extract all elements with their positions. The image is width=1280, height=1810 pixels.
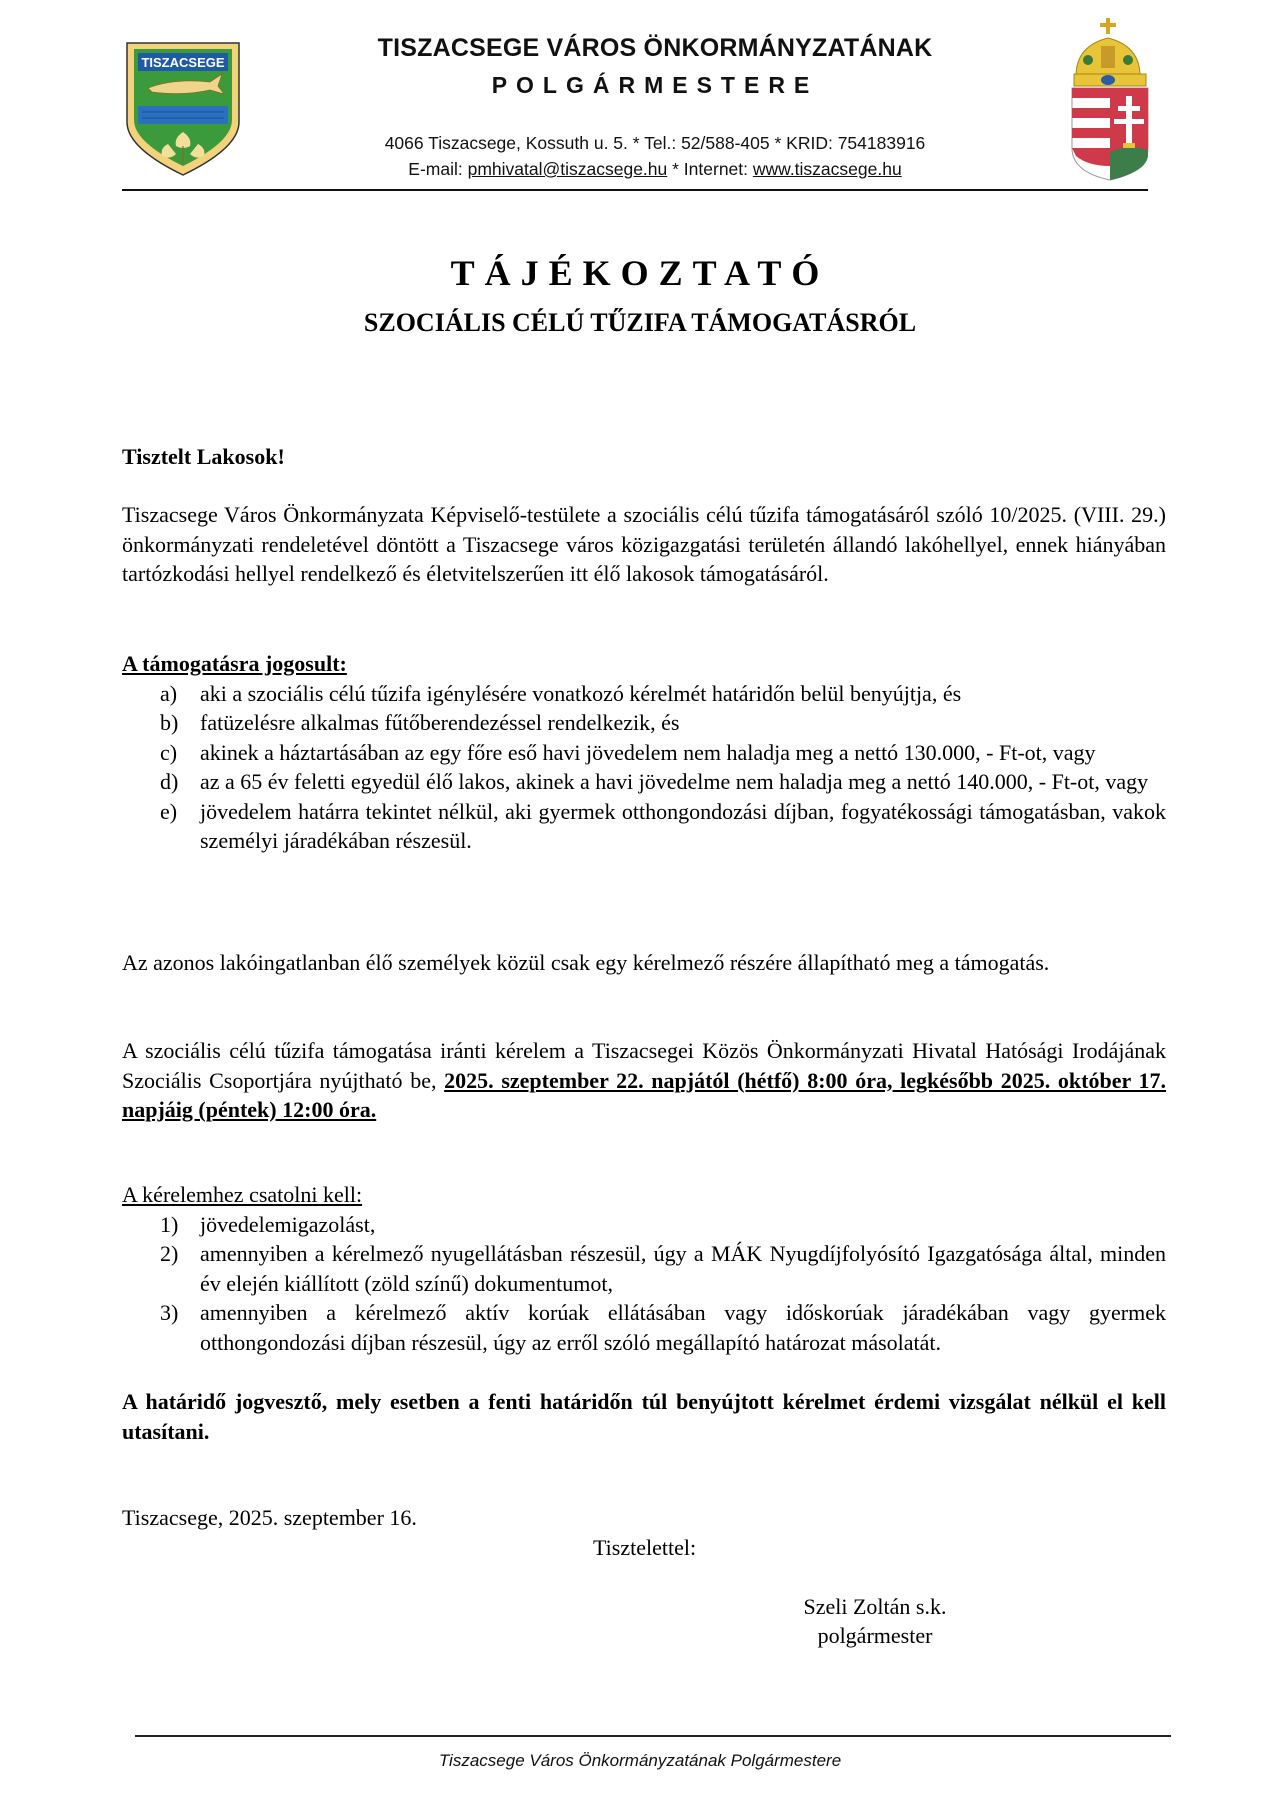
website-link[interactable]: www.tiszacsege.hu: [752, 159, 902, 179]
footer-text: Tiszacsege Város Önkormányzatának Polgármestere: [438, 1751, 842, 1770]
list-marker: 3): [160, 1300, 179, 1325]
attachments-section: [122, 1180, 1166, 1357]
list-item-text: az a 65 év feletti egyedül élő lakos, akinek a havi jövedelme nem haladja meg a nettó 140.000, - Ft-ot, vagy: [200, 769, 1149, 794]
list-item-text: jövedelem határra tekintet nélkül, aki gyermek otthongondozási díjban, fogyatékossági támogatásban, vakok személyi járadékában részesül.: [200, 798, 1166, 853]
header-divider: [122, 189, 1148, 191]
email-link[interactable]: pmhivatal@tiszacsege.hu: [467, 159, 668, 179]
logo-banner-text: TISZACSEGE: [141, 55, 225, 70]
header-address: 4066 Tiszacsege, Kossuth u. 5. * Tel.: 52/588-405 * KRID: 754183916: [384, 133, 926, 153]
submission-deadline: 2025. szeptember 22. napjától (hétfő) 8:00 óra, legkésőbb 2025. október 17. napjáig (péntek) 12:00 óra.: [122, 1067, 1166, 1122]
document-subtitle: SZOCIÁLIS CÉLÚ TŰZIFA TÁMOGATÁSRÓL: [363, 308, 917, 337]
list-item-text: amennyiben a kérelmező nyugellátásban részesül, úgy a MÁK Nyugdíjfolyósító Igazgatósága által, minden év elején kiállított (zöld színű) dokumentumot,: [200, 1241, 1166, 1296]
list-marker: e): [160, 798, 178, 824]
email-label: E-mail:: [408, 159, 468, 179]
same-property-paragraph: [122, 948, 1166, 978]
list-item-text: aki a szociális célú tűzifa igénylésére vonatkozó kérelmét határidőn belül benyújtja, és: [200, 680, 962, 706]
deadline-warning: [122, 1387, 1166, 1446]
footer-divider: [135, 1735, 1171, 1737]
list-item: [122, 738, 1166, 768]
greeting: Tisztelt Lakosok!: [122, 444, 285, 469]
attachments-heading: A kérelemhez csatolni kell:: [122, 1182, 363, 1207]
list-item-text: jövedelemigazolást,: [200, 1211, 376, 1237]
document-title: TÁJÉKOZTATÓ: [450, 253, 830, 293]
hungarian-coat-of-arms-icon: [1068, 16, 1152, 182]
submission-paragraph: [122, 1036, 1166, 1125]
list-item-text: amennyiben a kérelmező aktív korúak ellátásában vagy időskorúak járadékában vagy gyermek otthongondozási díjban részesül, úgy az erről szóló megállapító határozat másolatát.: [200, 1300, 1166, 1355]
deadline-warning-text: A határidő jogvesztő, mely esetben a fenti határidőn túl benyújtott kérelmet érdemi vizsgálat nélkül el kell utasítani.: [122, 1389, 1166, 1444]
list-marker: 2): [160, 1241, 179, 1266]
list-marker: c): [160, 739, 178, 765]
tiszacsege-coat-of-arms-icon: [124, 40, 242, 178]
list-item: [122, 797, 1166, 856]
eligibility-list: [122, 679, 1166, 856]
list-marker: d): [160, 769, 179, 794]
list-item: [122, 1239, 1166, 1298]
header-title: TISZACSEGE VÁROS ÖNKORMÁNYZATÁNAK: [377, 34, 933, 62]
submission-text: A szociális célú tűzifa támogatása iránti kérelem a Tiszacsegei Közös Önkormányzati Hivatal Hatósági Irodájának Szociális Csoportjára nyújtható be,: [122, 1038, 1166, 1093]
list-item: [122, 1298, 1166, 1357]
same-property-text: Az azonos lakóingatlanban élő személyek közül csak egy kérelmező részére állapítható meg a támogatás.: [122, 950, 1050, 975]
internet-label: * Internet:: [667, 159, 753, 179]
list-marker: 1): [160, 1211, 179, 1237]
list-marker: a): [160, 680, 178, 706]
place-date: Tiszacsege, 2025. szeptember 16.: [122, 1505, 417, 1530]
list-item: [122, 708, 1166, 738]
closing-regards: Tisztelettel:: [593, 1535, 697, 1560]
list-item: [122, 767, 1166, 797]
list-item-text: fatüzelésre alkalmas fűtőberendezéssel rendelkezik, és: [200, 710, 680, 735]
list-item-text: akinek a háztartásában az egy főre eső havi jövedelem nem haladja meg a nettó 130.000, - Ft-ot, vagy: [200, 739, 1096, 765]
signer-role: polgármester: [817, 1623, 933, 1648]
intro-paragraph: [122, 500, 1166, 589]
eligibility-section: [122, 649, 1166, 856]
header-contact: [250, 159, 1060, 180]
signer-name: Szeli Zoltán s.k.: [803, 1594, 947, 1619]
attachments-list: [122, 1210, 1166, 1358]
list-item: [122, 1210, 1166, 1240]
list-item: [122, 679, 1166, 709]
header-subtitle: POLGÁRMESTERE: [491, 72, 819, 98]
list-marker: b): [160, 710, 179, 735]
eligibility-heading: A támogatásra jogosult:: [122, 651, 347, 676]
intro-text: Tiszacsege Város Önkormányzata Képviselő-testülete a szociális célú tűzifa támogatásáról szóló 10/2025. (VIII. 29.) önkormányzati rendeletével döntött a Tiszacsege város közigazgatási területén állandó lakóhellyel, ennek hiányában tartózkodási hellyel rendelkező és életvitelszerűen itt élő lakosok támogatásáról.: [122, 502, 1166, 586]
